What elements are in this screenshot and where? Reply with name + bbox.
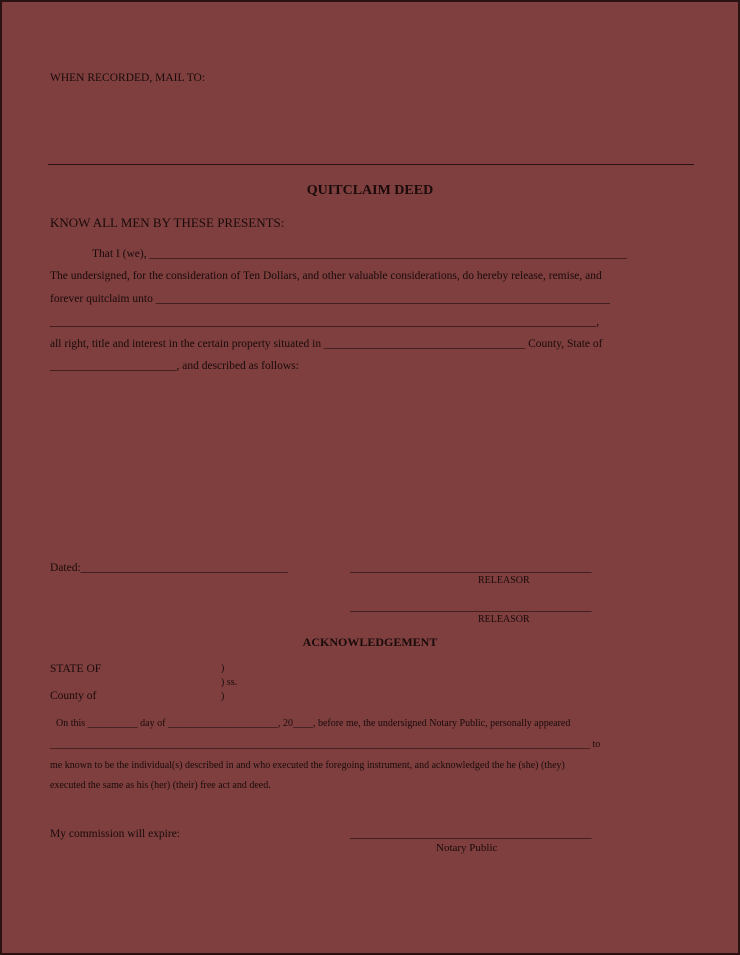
venue-paren-3: ) — [221, 691, 225, 702]
property-state-line: ______________________, and described as follows: — [50, 360, 299, 372]
ack-known-line: me known to be the individual(s) described in and who executed the foregoing instrument, and acknowledged the he (she) (they) — [50, 760, 565, 771]
releasor-label-2: RELEASOR — [478, 614, 530, 625]
mail-to-label: WHEN RECORDED, MAIL TO: — [50, 72, 206, 84]
dated-line: Dated:____________________________________ — [50, 562, 288, 574]
notary-label: Notary Public — [436, 842, 498, 854]
grantee-line: forever quitclaim unto _______________________________________________________________________________ — [50, 293, 610, 305]
property-county-line: all right, title and interest in the certain property situated in ___________________________________ County, State of — [50, 338, 603, 350]
county-of-label: County of — [50, 690, 97, 702]
grantor-line: That I (we), ___________________________________________________________________________________ — [92, 248, 627, 260]
ack-person-line: ____________________________________________________________________________________________________________ to — [50, 739, 601, 750]
venue-ss: ) ss. — [221, 677, 238, 688]
releasor-signature-line-2: __________________________________________ — [350, 601, 592, 613]
commission-label: My commission will expire: — [50, 828, 181, 840]
releasor-label-1: RELEASOR — [478, 575, 530, 586]
acknowledgement-title: ACKNOWLEDGEMENT — [302, 635, 438, 649]
venue-paren-1: ) — [221, 663, 225, 674]
notary-signature-line: __________________________________________ — [350, 828, 592, 840]
consideration-line: The undersigned, for the consideration of Ten Dollars, and other valuable considerations, do hereby release, remise, and — [50, 270, 602, 282]
ack-date-line: On this __________ day of ______________________, 20____, before me, the undersigned Notary Public, personally appeared — [56, 718, 571, 729]
deed-title: QUITCLAIM DEED — [306, 183, 434, 198]
ack-executed-line: executed the same as his (her) (their) free act and deed. — [50, 780, 271, 791]
separator-line — [48, 164, 694, 165]
state-of-label: STATE OF — [50, 663, 102, 675]
deed-intro: KNOW ALL MEN BY THESE PRESENTS: — [50, 215, 285, 230]
grantee-line-continued: _______________________________________________________________________________________________, — [50, 316, 600, 328]
releasor-signature-line-1: __________________________________________ — [350, 562, 592, 574]
